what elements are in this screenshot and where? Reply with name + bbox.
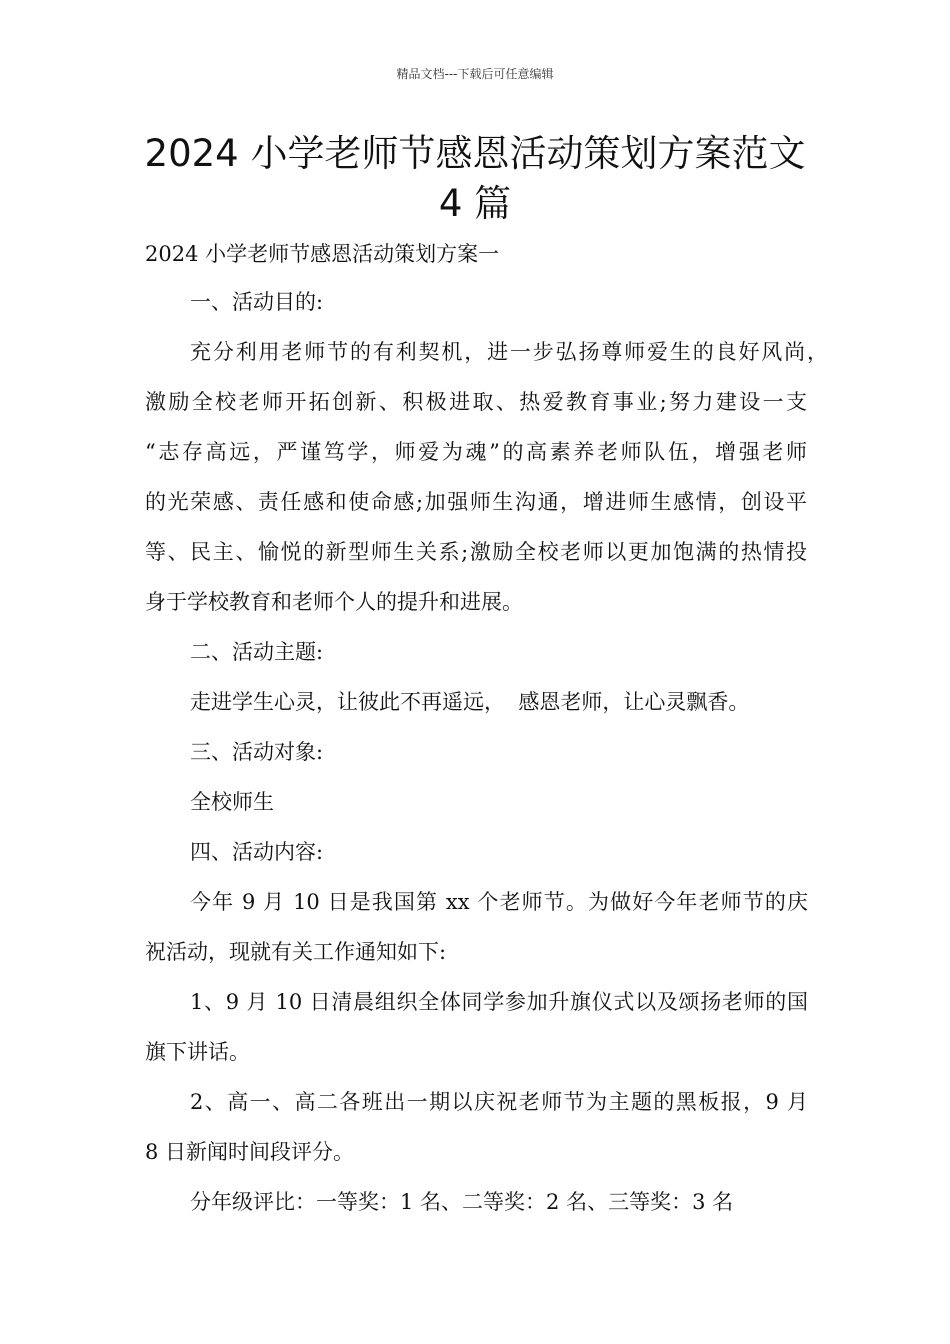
section-4-item-2-line-2: 8 日新闻时间段评分。	[145, 1140, 355, 1164]
section-3-heading: 三、活动对象:	[190, 740, 324, 764]
section-1-paragraph-line-5: 等、民主、愉悦的新型师生关系;激励全校老师以更加饱满的热情投	[145, 540, 807, 564]
header-note: 精品文档---下载后可任意编辑	[396, 67, 554, 81]
section-3-text: 全校师生	[190, 790, 274, 814]
section-1-paragraph-line-4: 的光荣感、责任感和使命感;加强师生沟通，增进师生感情，创设平	[145, 490, 807, 514]
section-1-heading: 一、活动目的:	[190, 290, 324, 314]
section-4-paragraph-line-2: 祝活动，现就有关工作通知如下:	[145, 940, 447, 964]
document-title-line-1: 2024 小学老师节感恩活动策划方案范文	[144, 132, 806, 175]
section-4-awards: 分年级评比：一等奖：1 名、二等奖：2 名、三等奖：3 名	[190, 1190, 734, 1214]
section-4-item-1-line-1: 1、9 月 10 日清晨组织全体同学参加升旗仪式以及颂扬老师的国	[190, 990, 808, 1014]
section-1-paragraph-line-1: 充分利用老师节的有利契机，进一步弘扬尊师爱生的良好风尚，	[190, 340, 828, 364]
section-2-heading: 二、活动主题:	[190, 640, 324, 664]
document-title-line-2: 4 篇	[438, 182, 512, 225]
section-1-paragraph-line-6: 身于学校教育和老师个人的提升和进展。	[145, 590, 523, 614]
document-subtitle: 2024 小学老师节感恩活动策划方案一	[145, 242, 500, 266]
section-2-text: 走进学生心灵，让彼此不再遥远， 感恩老师，让心灵飘香。	[190, 690, 750, 714]
section-4-item-1-line-2: 旗下讲话。	[145, 1040, 250, 1064]
section-4-item-2-line-1: 2、高一、高二各班出一期以庆祝老师节为主题的黑板报，9 月	[190, 1090, 808, 1114]
section-1-paragraph-line-3: “志存高远，严谨笃学，师爱为魂”的高素养老师队伍，增强老师	[145, 440, 807, 464]
section-1-paragraph-line-2: 激励全校老师开拓创新、积极进取、热爱教育事业;努力建设一支	[145, 390, 807, 414]
section-4-paragraph-line-1: 今年 9 月 10 日是我国第 xx 个老师节。为做好今年老师节的庆	[190, 890, 808, 914]
section-4-heading: 四、活动内容:	[190, 840, 324, 864]
